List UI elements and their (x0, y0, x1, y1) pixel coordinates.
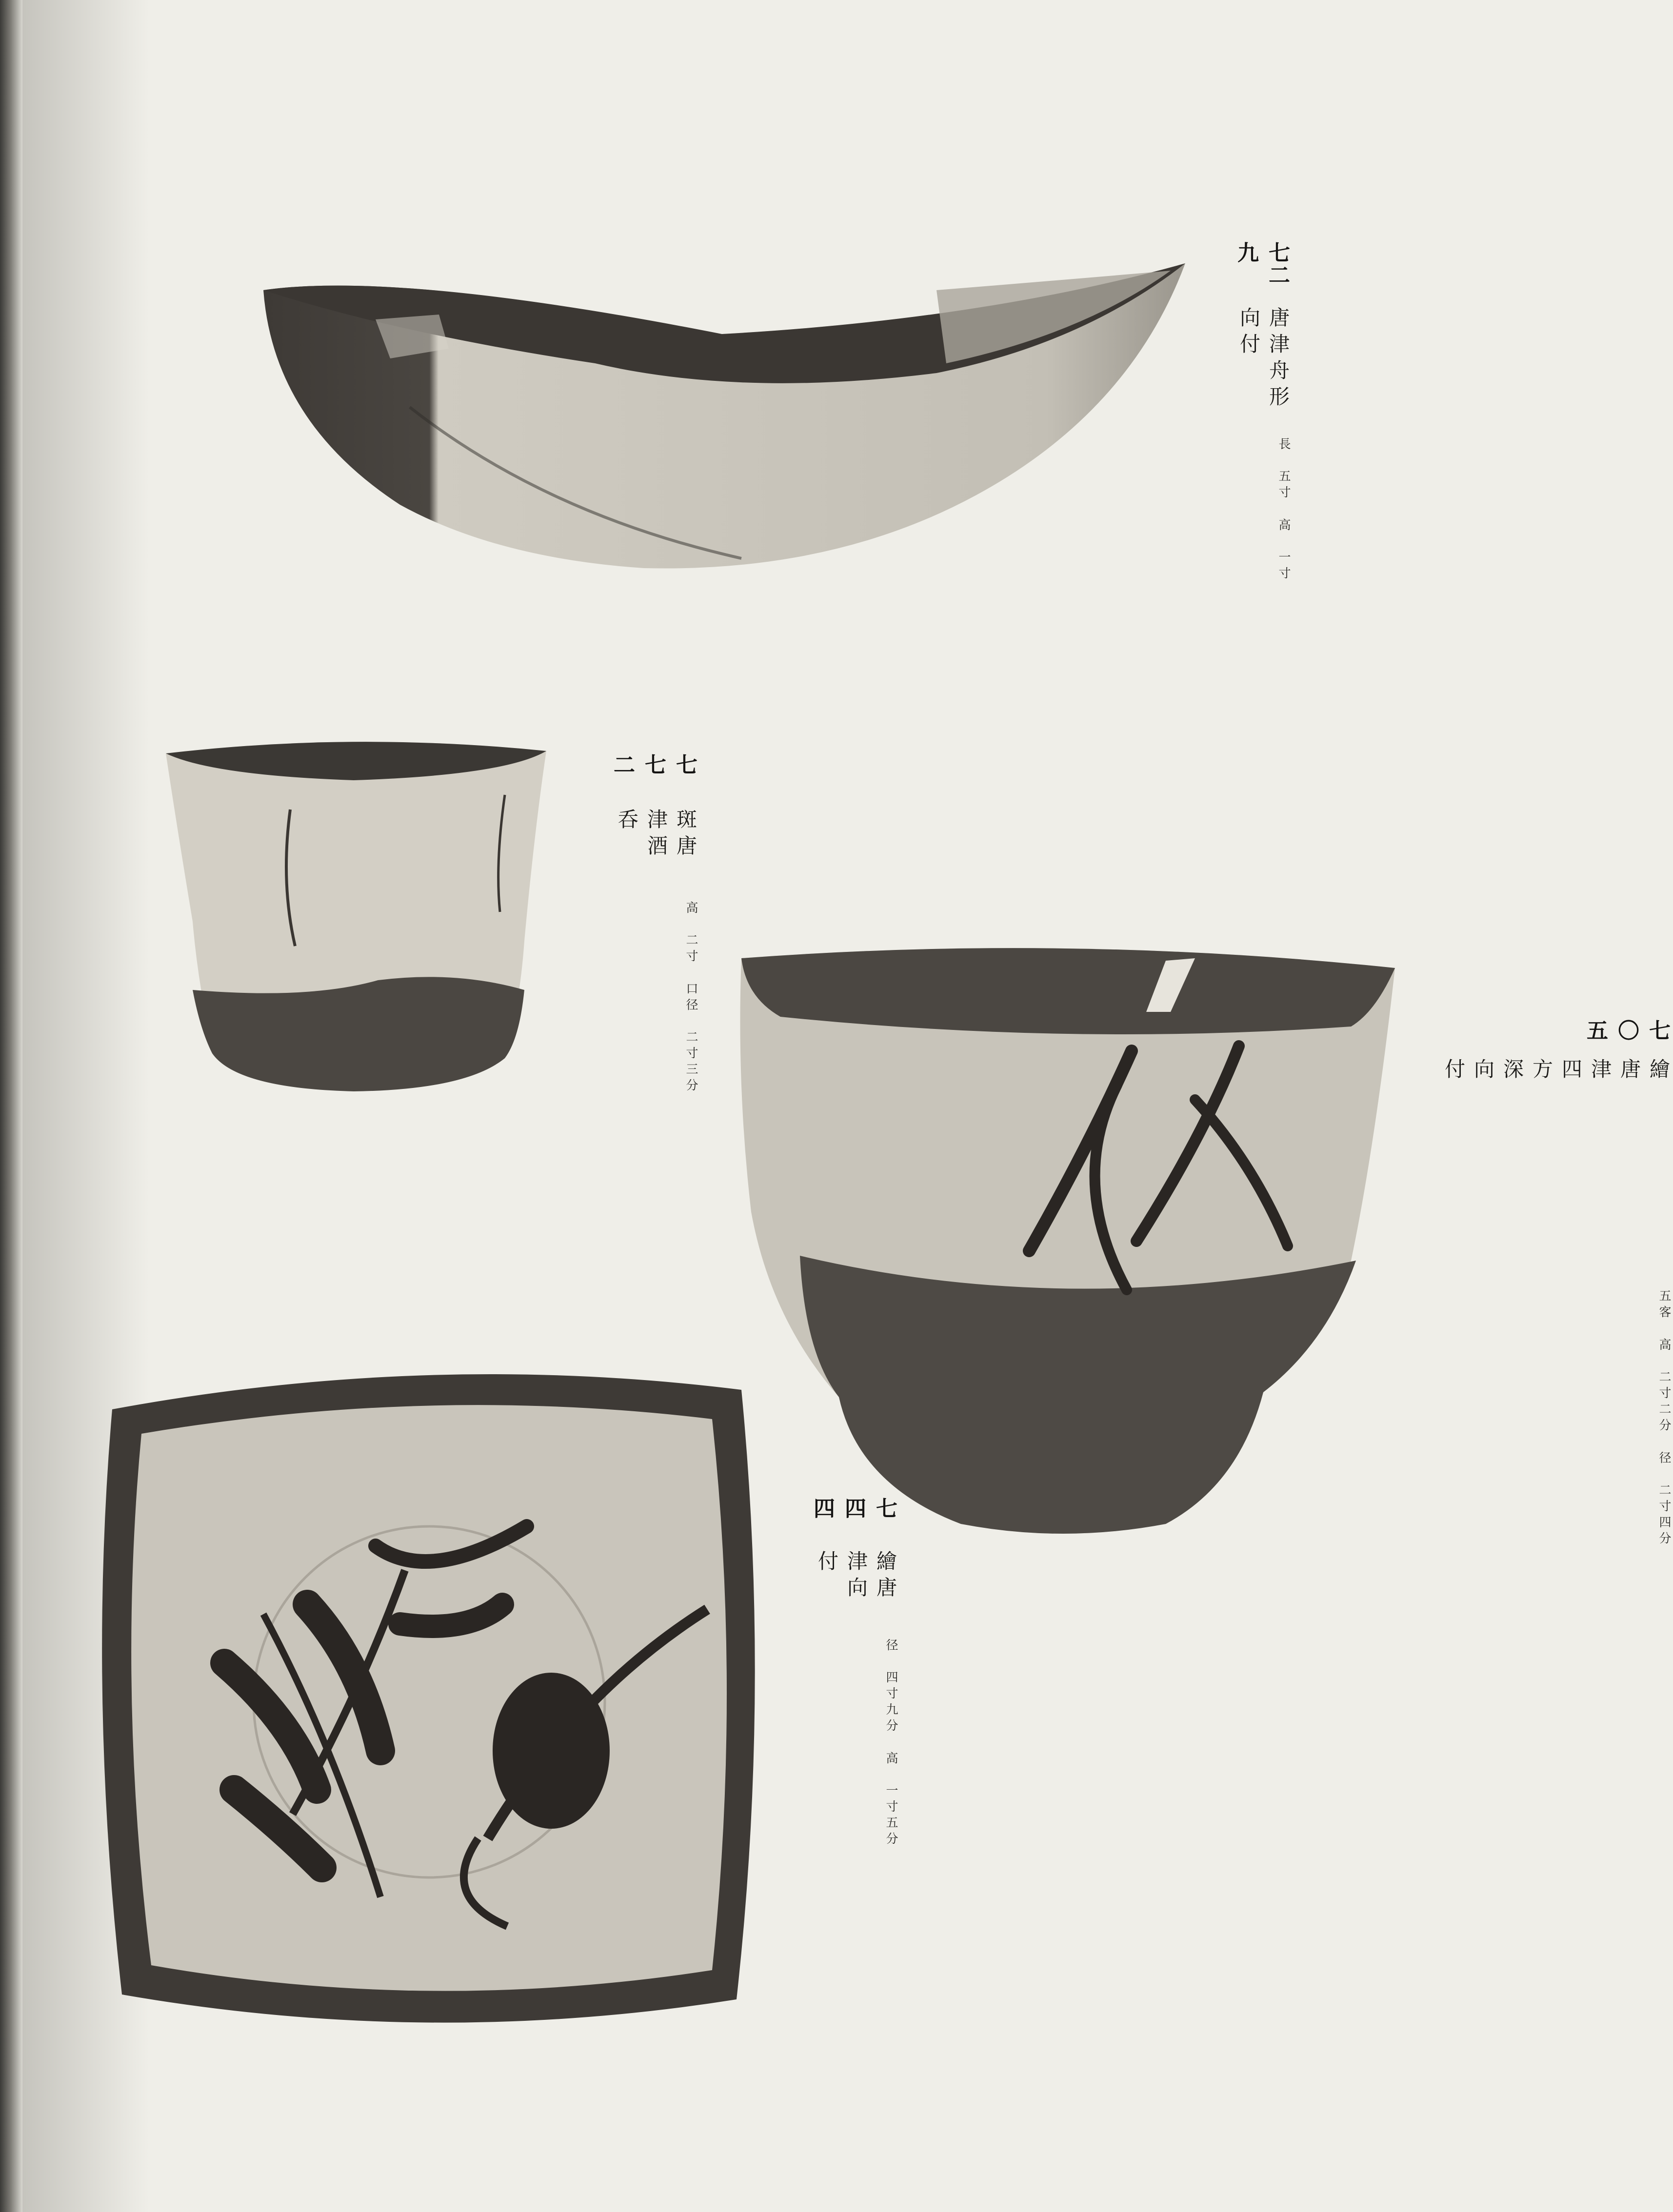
plate-title: 繪唐津向付 (815, 1550, 897, 1603)
caption-plate-729 (1219, 241, 1293, 583)
plate-set-count: 五客 (1657, 1289, 1672, 1322)
plate-number: 七四四 (810, 1497, 897, 1520)
caption-plate-705 (1424, 1019, 1673, 1548)
photo-sake-cup (163, 736, 549, 1092)
plate-dimension-diameter: 径 四寸九分 (884, 1639, 898, 1735)
plate-dimension-length: 長 五寸 (1277, 437, 1291, 502)
plate-number: 七〇五 (1583, 1019, 1670, 1042)
plate-dimension-height: 高 一寸 (1277, 518, 1291, 583)
plate-number: 七二九 (1234, 241, 1290, 286)
plate-title: 繪唐津四方深向付 (1442, 1058, 1671, 1085)
photo-painted-dish (88, 1351, 768, 2043)
caption-plate-772 (598, 753, 700, 1095)
plate-dimension-mouth-diameter: 口径 二寸三分 (684, 982, 698, 1095)
photo-square-deep-bowl (727, 939, 1397, 1541)
plate-number: 七七二 (610, 753, 697, 776)
plate-dimension-height: 高 二寸二分 (1657, 1338, 1672, 1435)
book-spine-shadow (0, 0, 22, 2212)
caption-plate-744 (797, 1497, 900, 1848)
plate-dimension-height: 高 二寸 (684, 901, 698, 966)
plate-dimension-height: 高 一寸五分 (884, 1752, 898, 1848)
plate-dimension-diameter: 径 二寸四分 (1657, 1451, 1672, 1548)
plate-title: 唐津舟形向付 (1237, 306, 1290, 412)
photo-boat-shaped-dish (254, 261, 1195, 573)
plate-title: 斑唐津酒呑 (615, 809, 697, 862)
